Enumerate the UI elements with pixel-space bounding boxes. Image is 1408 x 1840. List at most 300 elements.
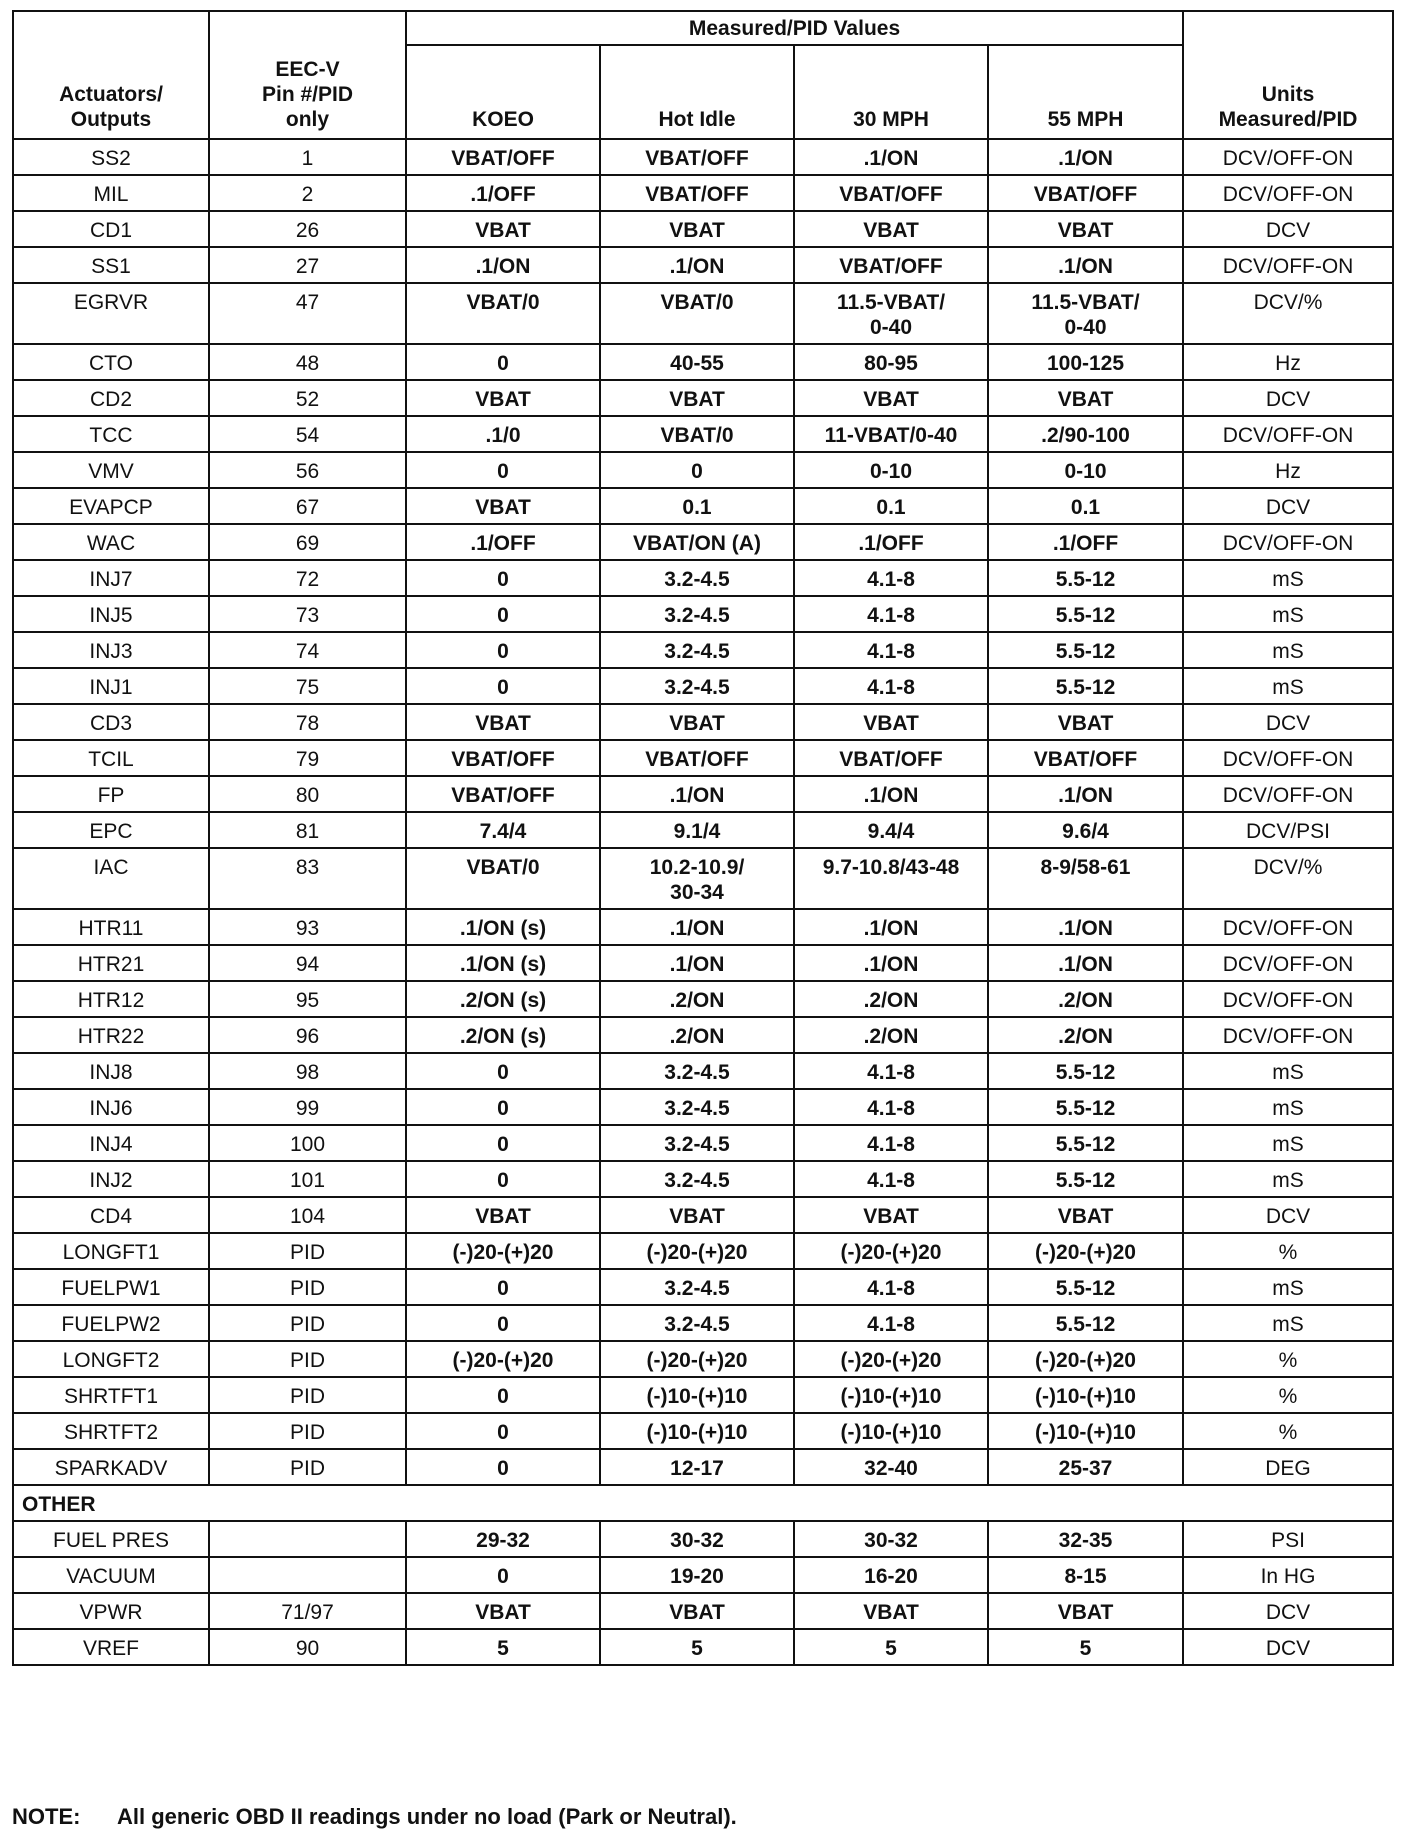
header-actuators-line1: Actuators/ (59, 83, 163, 106)
cell-hot-idle: 3.2-4.5 (600, 560, 794, 596)
cell-actuator: LONGFT2 (13, 1341, 209, 1377)
cell-pin: PID (209, 1377, 406, 1413)
cell-actuator: INJ4 (13, 1125, 209, 1161)
table-row (13, 1341, 1393, 1377)
cell-30-mph: VBAT (794, 211, 988, 247)
table-row (13, 175, 1393, 211)
cell-koeo: .1/OFF (406, 524, 600, 560)
header-actuators (13, 11, 209, 139)
cell-units: In HG (1183, 1557, 1393, 1593)
cell-actuator: CD3 (13, 704, 209, 740)
cell-koeo: 0 (406, 1089, 600, 1125)
cell-units: DCV/PSI (1183, 812, 1393, 848)
cell-30-mph: 4.1-8 (794, 1089, 988, 1125)
cell-koeo: 0 (406, 668, 600, 704)
cell-actuator: WAC (13, 524, 209, 560)
cell-units: DCV/OFF-ON (1183, 776, 1393, 812)
cell-actuator: SPARKADV (13, 1449, 209, 1485)
cell-koeo: 0 (406, 452, 600, 488)
cell-hot-idle: (-)20-(+)20 (600, 1341, 794, 1377)
cell-55-mph: VBAT (988, 380, 1183, 416)
cell-koeo: 0 (406, 1161, 600, 1197)
cell-30-mph: 32-40 (794, 1449, 988, 1485)
cell-55-mph: 25-37 (988, 1449, 1183, 1485)
footnote (12, 1804, 737, 1830)
cell-pin: 1 (209, 139, 406, 175)
cell-hot-idle: .1/ON (600, 247, 794, 283)
cell-30-mph: VBAT/OFF (794, 175, 988, 211)
cell-actuator: EPC (13, 812, 209, 848)
cell-actuator: CD2 (13, 380, 209, 416)
cell-units: DCV/OFF-ON (1183, 139, 1393, 175)
cell-actuator: FUELPW2 (13, 1305, 209, 1341)
cell-koeo: 7.4/4 (406, 812, 600, 848)
cell-55-mph: 5.5-12 (988, 1269, 1183, 1305)
cell-30-mph: 4.1-8 (794, 560, 988, 596)
cell-units: DCV (1183, 380, 1393, 416)
cell-pin: 93 (209, 909, 406, 945)
cell-hot-idle: .1/ON (600, 909, 794, 945)
table-row (13, 776, 1393, 812)
table-row (13, 812, 1393, 848)
cell-55-mph: 9.6/4 (988, 812, 1183, 848)
cell-koeo: (-)20-(+)20 (406, 1341, 600, 1377)
cell-units: mS (1183, 632, 1393, 668)
cell-units: % (1183, 1233, 1393, 1269)
cell-units: DCV/OFF-ON (1183, 1017, 1393, 1053)
table-row (13, 1017, 1393, 1053)
cell-actuator: IAC (13, 848, 209, 909)
cell-55-mph: (-)10-(+)10 (988, 1377, 1183, 1413)
table-row (13, 211, 1393, 247)
header-units-line2: Measured/PID (1218, 108, 1358, 131)
cell-30-mph: 0-10 (794, 452, 988, 488)
cell-koeo: VBAT/OFF (406, 740, 600, 776)
cell-units: Hz (1183, 344, 1393, 380)
cell-55-mph: 5.5-12 (988, 1053, 1183, 1089)
cell-hot-idle: 12-17 (600, 1449, 794, 1485)
cell-pin: 104 (209, 1197, 406, 1233)
cell-units: DEG (1183, 1449, 1393, 1485)
table-row (13, 909, 1393, 945)
cell-units: DCV/OFF-ON (1183, 981, 1393, 1017)
cell-55-mph: VBAT (988, 1197, 1183, 1233)
cell-hot-idle: 3.2-4.5 (600, 1125, 794, 1161)
cell-30-mph: .1/ON (794, 909, 988, 945)
cell-55-mph: 5.5-12 (988, 632, 1183, 668)
cell-koeo: 0 (406, 1125, 600, 1161)
cell-55-mph: 8-15 (988, 1557, 1183, 1593)
table-row (13, 1593, 1393, 1629)
cell-hot-idle: 30-32 (600, 1521, 794, 1557)
cell-actuator: CD1 (13, 211, 209, 247)
header-pin-line2: Pin #/PID (261, 83, 354, 106)
cell-koeo: 0 (406, 1269, 600, 1305)
cell-koeo: 0 (406, 596, 600, 632)
cell-actuator: VACUUM (13, 1557, 209, 1593)
cell-units: mS (1183, 1125, 1393, 1161)
table-row (13, 247, 1393, 283)
cell-55-mph: .1/OFF (988, 524, 1183, 560)
cell-55-mph: (-)10-(+)10 (988, 1413, 1183, 1449)
cell-hot-idle: 3.2-4.5 (600, 1053, 794, 1089)
cell-55-mph: .2/ON (988, 981, 1183, 1017)
cell-30-mph: 11-VBAT/0-40 (794, 416, 988, 452)
cell-koeo: VBAT/OFF (406, 139, 600, 175)
cell-actuator: SHRTFT2 (13, 1413, 209, 1449)
cell-hot-idle: 3.2-4.5 (600, 1269, 794, 1305)
cell-pin: 56 (209, 452, 406, 488)
cell-koeo: 0 (406, 632, 600, 668)
cell-pin: PID (209, 1269, 406, 1305)
cell-actuator: HTR11 (13, 909, 209, 945)
cell-hot-idle: 9.1/4 (600, 812, 794, 848)
cell-pin: 52 (209, 380, 406, 416)
cell-actuator: EVAPCP (13, 488, 209, 524)
cell-hot-idle: VBAT (600, 1593, 794, 1629)
cell-koeo: .1/ON (s) (406, 909, 600, 945)
cell-units: Hz (1183, 452, 1393, 488)
cell-pin: 54 (209, 416, 406, 452)
cell-30-mph: (-)10-(+)10 (794, 1377, 988, 1413)
cell-actuator: INJ2 (13, 1161, 209, 1197)
cell-30-mph: 4.1-8 (794, 1269, 988, 1305)
cell-hot-idle: 3.2-4.5 (600, 632, 794, 668)
cell-koeo: VBAT (406, 704, 600, 740)
cell-55-mph: 5.5-12 (988, 1161, 1183, 1197)
cell-pin: PID (209, 1341, 406, 1377)
cell-units: DCV/OFF-ON (1183, 740, 1393, 776)
header-hot-idle: Hot Idle (600, 45, 794, 139)
cell-pin (209, 1557, 406, 1593)
header-pin (209, 11, 406, 139)
cell-30-mph: .1/ON (794, 139, 988, 175)
table-row (13, 416, 1393, 452)
header-actuators-line2: Outputs (70, 108, 152, 131)
table-row (13, 668, 1393, 704)
cell-actuator: SS2 (13, 139, 209, 175)
cell-hot-idle: (-)20-(+)20 (600, 1233, 794, 1269)
cell-30-mph: (-)20-(+)20 (794, 1341, 988, 1377)
table-row (13, 945, 1393, 981)
table-row (13, 1413, 1393, 1449)
cell-koeo: 0 (406, 560, 600, 596)
cell-hot-idle: 19-20 (600, 1557, 794, 1593)
cell-pin (209, 1521, 406, 1557)
cell-actuator: HTR12 (13, 981, 209, 1017)
cell-55-mph: 5 (988, 1629, 1183, 1665)
cell-pin: 96 (209, 1017, 406, 1053)
cell-55-mph: VBAT (988, 1593, 1183, 1629)
cell-55-mph: 0.1 (988, 488, 1183, 524)
cell-30-mph: .2/ON (794, 1017, 988, 1053)
cell-30-mph: 11.5-VBAT/ 0-40 (794, 283, 988, 344)
cell-koeo: VBAT (406, 380, 600, 416)
header-pin-line1: EEC-V (275, 58, 340, 81)
cell-pin: 73 (209, 596, 406, 632)
cell-55-mph: .1/ON (988, 247, 1183, 283)
cell-30-mph: 5 (794, 1629, 988, 1665)
cell-55-mph: .2/ON (988, 1017, 1183, 1053)
cell-30-mph: 16-20 (794, 1557, 988, 1593)
cell-30-mph: 30-32 (794, 1521, 988, 1557)
cell-actuator: INJ8 (13, 1053, 209, 1089)
cell-55-mph: .1/ON (988, 945, 1183, 981)
cell-koeo: 5 (406, 1629, 600, 1665)
cell-30-mph: 9.7-10.8/43-48 (794, 848, 988, 909)
cell-hot-idle: 3.2-4.5 (600, 1305, 794, 1341)
cell-pin: PID (209, 1233, 406, 1269)
table-row (13, 848, 1393, 909)
cell-hot-idle: (-)10-(+)10 (600, 1413, 794, 1449)
table-row (13, 1053, 1393, 1089)
cell-55-mph: 5.5-12 (988, 560, 1183, 596)
cell-55-mph: .2/90-100 (988, 416, 1183, 452)
table-row (13, 981, 1393, 1017)
cell-koeo: 29-32 (406, 1521, 600, 1557)
table-row (13, 1305, 1393, 1341)
cell-units: DCV (1183, 1629, 1393, 1665)
cell-koeo: 0 (406, 1557, 600, 1593)
cell-actuator: CTO (13, 344, 209, 380)
table-row (13, 632, 1393, 668)
table-row (13, 1557, 1393, 1593)
cell-30-mph: .1/OFF (794, 524, 988, 560)
cell-55-mph: VBAT/OFF (988, 175, 1183, 211)
cell-30-mph: 80-95 (794, 344, 988, 380)
cell-30-mph: VBAT/OFF (794, 247, 988, 283)
cell-pin: 27 (209, 247, 406, 283)
cell-30-mph: VBAT (794, 380, 988, 416)
cell-pin: 79 (209, 740, 406, 776)
cell-actuator: EGRVR (13, 283, 209, 344)
cell-koeo: VBAT/OFF (406, 776, 600, 812)
cell-units: DCV/OFF-ON (1183, 247, 1393, 283)
cell-koeo: VBAT/0 (406, 283, 600, 344)
table-row (13, 452, 1393, 488)
cell-actuator: VPWR (13, 1593, 209, 1629)
cell-koeo: VBAT (406, 1593, 600, 1629)
cell-koeo: .1/OFF (406, 175, 600, 211)
cell-hot-idle: VBAT (600, 1197, 794, 1233)
cell-units: mS (1183, 1305, 1393, 1341)
cell-hot-idle: 3.2-4.5 (600, 596, 794, 632)
cell-units: DCV/OFF-ON (1183, 175, 1393, 211)
cell-hot-idle: 40-55 (600, 344, 794, 380)
cell-units: DCV/OFF-ON (1183, 945, 1393, 981)
cell-30-mph: 4.1-8 (794, 632, 988, 668)
table-row (13, 1233, 1393, 1269)
cell-hot-idle: VBAT/ON (A) (600, 524, 794, 560)
cell-actuator: HTR21 (13, 945, 209, 981)
cell-actuator: SHRTFT1 (13, 1377, 209, 1413)
cell-pin: 67 (209, 488, 406, 524)
pid-values-table (12, 10, 1394, 1666)
cell-actuator: INJ7 (13, 560, 209, 596)
cell-hot-idle: VBAT/OFF (600, 740, 794, 776)
cell-hot-idle: 0.1 (600, 488, 794, 524)
cell-pin: 98 (209, 1053, 406, 1089)
cell-55-mph: 5.5-12 (988, 596, 1183, 632)
cell-koeo: VBAT (406, 211, 600, 247)
header-55-mph: 55 MPH (988, 45, 1183, 139)
cell-units: DCV (1183, 211, 1393, 247)
cell-hot-idle: VBAT (600, 380, 794, 416)
cell-hot-idle: VBAT (600, 211, 794, 247)
cell-55-mph: 5.5-12 (988, 1089, 1183, 1125)
cell-units: mS (1183, 560, 1393, 596)
cell-pin: 95 (209, 981, 406, 1017)
cell-pin: PID (209, 1413, 406, 1449)
cell-actuator: CD4 (13, 1197, 209, 1233)
cell-units: DCV (1183, 704, 1393, 740)
cell-hot-idle: 10.2-10.9/ 30-34 (600, 848, 794, 909)
cell-30-mph: 9.4/4 (794, 812, 988, 848)
cell-units: mS (1183, 1089, 1393, 1125)
cell-55-mph: 5.5-12 (988, 1125, 1183, 1161)
cell-30-mph: 4.1-8 (794, 596, 988, 632)
cell-55-mph: (-)20-(+)20 (988, 1233, 1183, 1269)
cell-actuator: LONGFT1 (13, 1233, 209, 1269)
cell-pin: 47 (209, 283, 406, 344)
cell-koeo: .1/0 (406, 416, 600, 452)
cell-actuator: TCIL (13, 740, 209, 776)
cell-hot-idle: .2/ON (600, 1017, 794, 1053)
cell-hot-idle: .1/ON (600, 776, 794, 812)
cell-units: DCV (1183, 1197, 1393, 1233)
cell-koeo: (-)20-(+)20 (406, 1233, 600, 1269)
cell-pin: PID (209, 1449, 406, 1485)
header-pin-line3: only (285, 108, 330, 131)
cell-55-mph: 5.5-12 (988, 668, 1183, 704)
header-koeo: KOEO (406, 45, 600, 139)
table-row (13, 1449, 1393, 1485)
cell-30-mph: (-)10-(+)10 (794, 1413, 988, 1449)
cell-hot-idle: 3.2-4.5 (600, 1089, 794, 1125)
table-row (13, 1125, 1393, 1161)
cell-hot-idle: 0 (600, 452, 794, 488)
cell-pin: 81 (209, 812, 406, 848)
cell-pin: 2 (209, 175, 406, 211)
note-label: NOTE: (12, 1804, 81, 1829)
cell-koeo: VBAT (406, 488, 600, 524)
cell-actuator: INJ1 (13, 668, 209, 704)
cell-pin: 94 (209, 945, 406, 981)
cell-hot-idle: VBAT/OFF (600, 175, 794, 211)
cell-pin: 72 (209, 560, 406, 596)
cell-pin: 48 (209, 344, 406, 380)
cell-actuator: SS1 (13, 247, 209, 283)
cell-units: DCV/% (1183, 283, 1393, 344)
cell-pin: PID (209, 1305, 406, 1341)
cell-30-mph: 4.1-8 (794, 1305, 988, 1341)
cell-30-mph: .1/ON (794, 945, 988, 981)
cell-hot-idle: VBAT/OFF (600, 139, 794, 175)
cell-actuator: HTR22 (13, 1017, 209, 1053)
table-row (13, 1197, 1393, 1233)
cell-koeo: 0 (406, 1305, 600, 1341)
cell-pin: 80 (209, 776, 406, 812)
cell-units: DCV/OFF-ON (1183, 524, 1393, 560)
cell-actuator: VMV (13, 452, 209, 488)
table-row (13, 1521, 1393, 1557)
cell-55-mph: VBAT (988, 704, 1183, 740)
table-row (13, 560, 1393, 596)
cell-pin: 75 (209, 668, 406, 704)
cell-hot-idle: .2/ON (600, 981, 794, 1017)
cell-55-mph: .1/ON (988, 776, 1183, 812)
cell-actuator: VREF (13, 1629, 209, 1665)
cell-55-mph: 8-9/58-61 (988, 848, 1183, 909)
cell-koeo: .2/ON (s) (406, 1017, 600, 1053)
cell-units: DCV/% (1183, 848, 1393, 909)
table-row (13, 1269, 1393, 1305)
header-30-mph: 30 MPH (794, 45, 988, 139)
cell-hot-idle: VBAT (600, 704, 794, 740)
cell-koeo: 0 (406, 1413, 600, 1449)
cell-koeo: 0 (406, 1377, 600, 1413)
cell-koeo: VBAT (406, 1197, 600, 1233)
cell-30-mph: 4.1-8 (794, 668, 988, 704)
cell-units: mS (1183, 596, 1393, 632)
cell-pin: 101 (209, 1161, 406, 1197)
cell-30-mph: 4.1-8 (794, 1053, 988, 1089)
cell-55-mph: 5.5-12 (988, 1305, 1183, 1341)
cell-pin: 90 (209, 1629, 406, 1665)
cell-actuator: INJ6 (13, 1089, 209, 1125)
cell-actuator: MIL (13, 175, 209, 211)
table-row (13, 1629, 1393, 1665)
table-row (13, 488, 1393, 524)
cell-units: % (1183, 1413, 1393, 1449)
cell-pin: 26 (209, 211, 406, 247)
cell-units: mS (1183, 668, 1393, 704)
cell-hot-idle: 3.2-4.5 (600, 1161, 794, 1197)
cell-55-mph: 100-125 (988, 344, 1183, 380)
cell-30-mph: (-)20-(+)20 (794, 1233, 988, 1269)
cell-hot-idle: VBAT/0 (600, 416, 794, 452)
table-row (13, 344, 1393, 380)
cell-units: mS (1183, 1053, 1393, 1089)
cell-actuator: INJ5 (13, 596, 209, 632)
cell-actuator: INJ3 (13, 632, 209, 668)
cell-koeo: VBAT/0 (406, 848, 600, 909)
cell-koeo: .2/ON (s) (406, 981, 600, 1017)
table-row (13, 524, 1393, 560)
cell-koeo: 0 (406, 344, 600, 380)
cell-hot-idle: 5 (600, 1629, 794, 1665)
cell-pin: 78 (209, 704, 406, 740)
cell-units: PSI (1183, 1521, 1393, 1557)
table-row (13, 704, 1393, 740)
cell-55-mph: VBAT/OFF (988, 740, 1183, 776)
cell-30-mph: 0.1 (794, 488, 988, 524)
cell-30-mph: VBAT/OFF (794, 740, 988, 776)
cell-actuator: FP (13, 776, 209, 812)
section-label: OTHER (13, 1485, 1393, 1521)
cell-55-mph: 32-35 (988, 1521, 1183, 1557)
table-row (13, 380, 1393, 416)
cell-pin: 99 (209, 1089, 406, 1125)
cell-30-mph: VBAT (794, 704, 988, 740)
cell-30-mph: 4.1-8 (794, 1161, 988, 1197)
pid-values-sheet (12, 10, 1392, 1666)
cell-units: mS (1183, 1269, 1393, 1305)
cell-hot-idle: VBAT/0 (600, 283, 794, 344)
cell-actuator: TCC (13, 416, 209, 452)
cell-actuator: FUEL PRES (13, 1521, 209, 1557)
header-measured-pid-values: Measured/PID Values (406, 11, 1183, 45)
